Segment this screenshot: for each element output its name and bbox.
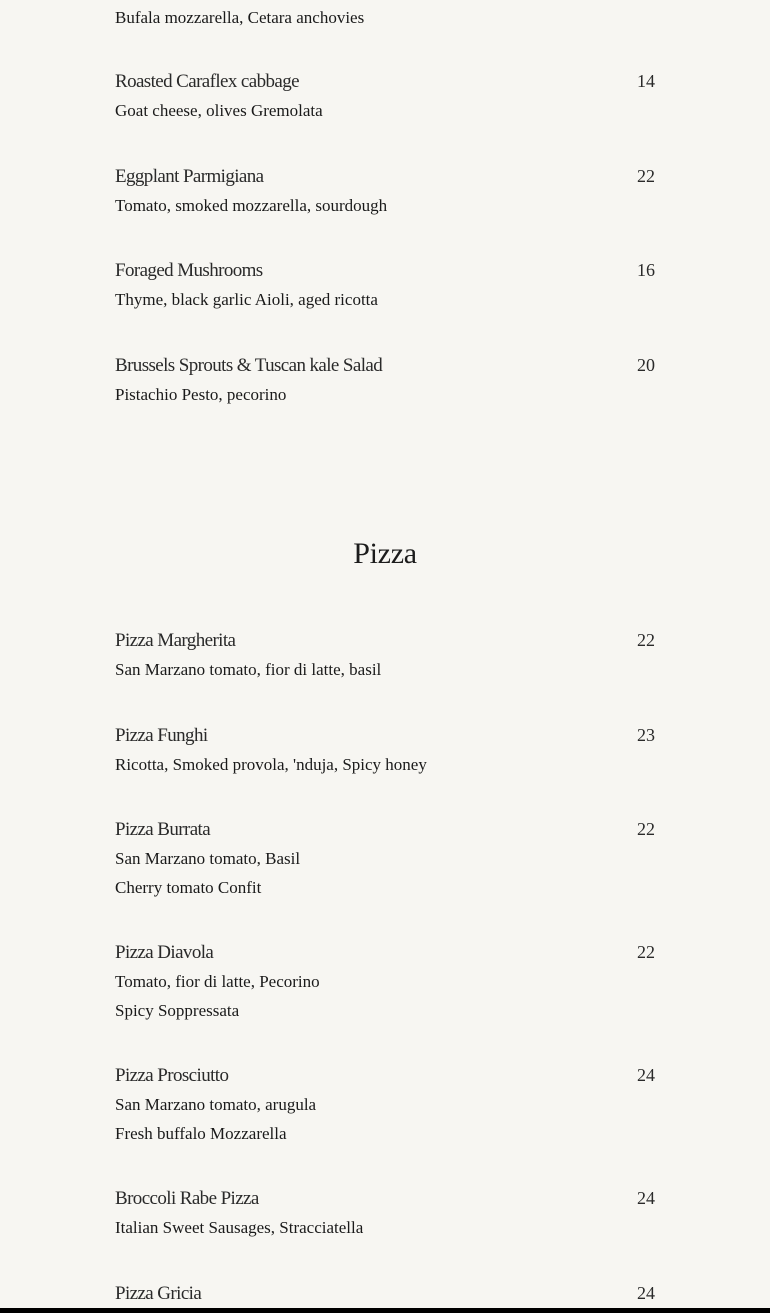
item-price: 24: [637, 1283, 655, 1303]
item-price: 23: [637, 725, 655, 745]
menu-item-brussels-sprouts-salad: [115, 350, 655, 409]
item-description: Spicy Soppressata: [115, 1001, 240, 1020]
menu-item-pizza-diavola: [115, 937, 655, 1025]
menu-item-roasted-caraflex-cabbage: [115, 66, 655, 125]
item-description: Thyme, black garlic Aioli, aged ricotta: [115, 290, 378, 309]
menu-item-pizza-gricia: [115, 1278, 655, 1308]
item-description: Pistachio Pesto, pecorino: [115, 385, 287, 404]
item-name: Pizza Funghi: [115, 725, 208, 746]
item-description: Goat cheese, olives Gremolata: [115, 101, 323, 120]
item-name: Pizza Margherita: [115, 630, 236, 651]
menu-item-eggplant-parmigiana: [115, 161, 655, 220]
item-name: Brussels Sprouts & Tuscan kale Salad: [115, 355, 383, 376]
item-price: 22: [637, 942, 655, 962]
item-price: 24: [637, 1065, 655, 1085]
item-description: San Marzano tomato, fior di latte, basil: [115, 660, 382, 679]
menu-item-pizza-funghi: [115, 720, 655, 779]
item-name: Eggplant Parmigiana: [115, 166, 264, 187]
item-description: Tomato, fior di latte, Pecorino: [115, 972, 320, 991]
bottom-edge-bar: [0, 1308, 770, 1313]
item-name: Pizza Prosciutto: [115, 1065, 229, 1086]
item-price: 22: [637, 166, 655, 186]
menu-item-pizza-margherita: [115, 625, 655, 684]
item-name: Pizza Diavola: [115, 942, 214, 963]
item-price: 14: [637, 71, 655, 91]
item-name: Broccoli Rabe Pizza: [115, 1188, 259, 1209]
item-description: Fresh buffalo Mozzarella: [115, 1124, 287, 1143]
item-description: Italian Sweet Sausages, Stracciatella: [115, 1218, 364, 1237]
item-price: 16: [637, 260, 655, 280]
item-price: 22: [637, 819, 655, 839]
item-name: Roasted Caraflex cabbage: [115, 71, 299, 92]
item-description: San Marzano tomato, Basil: [115, 849, 301, 868]
item-description: Tomato, smoked mozzarella, sourdough: [115, 196, 388, 215]
item-description: Cherry tomato Confit: [115, 878, 262, 897]
item-price: 24: [637, 1188, 655, 1208]
menu-item-foraged-mushrooms: [115, 255, 655, 314]
item-price: 22: [637, 630, 655, 650]
top-item-description: Bufala mozzarella, Cetara anchovies: [115, 8, 365, 27]
item-price: 20: [637, 355, 655, 375]
item-name: Foraged Mushrooms: [115, 260, 263, 281]
item-name: Pizza Gricia: [115, 1283, 202, 1304]
section-title-pizza: Pizza: [353, 537, 417, 570]
menu-item-broccoli-rabe-pizza: [115, 1183, 655, 1242]
item-description: Ricotta, Smoked provola, 'nduja, Spicy honey: [115, 755, 427, 774]
item-name: Pizza Burrata: [115, 819, 211, 840]
item-description: San Marzano tomato, arugula: [115, 1095, 317, 1114]
menu-item-pizza-prosciutto: [115, 1060, 655, 1148]
menu-item-pizza-burrata: [115, 814, 655, 902]
